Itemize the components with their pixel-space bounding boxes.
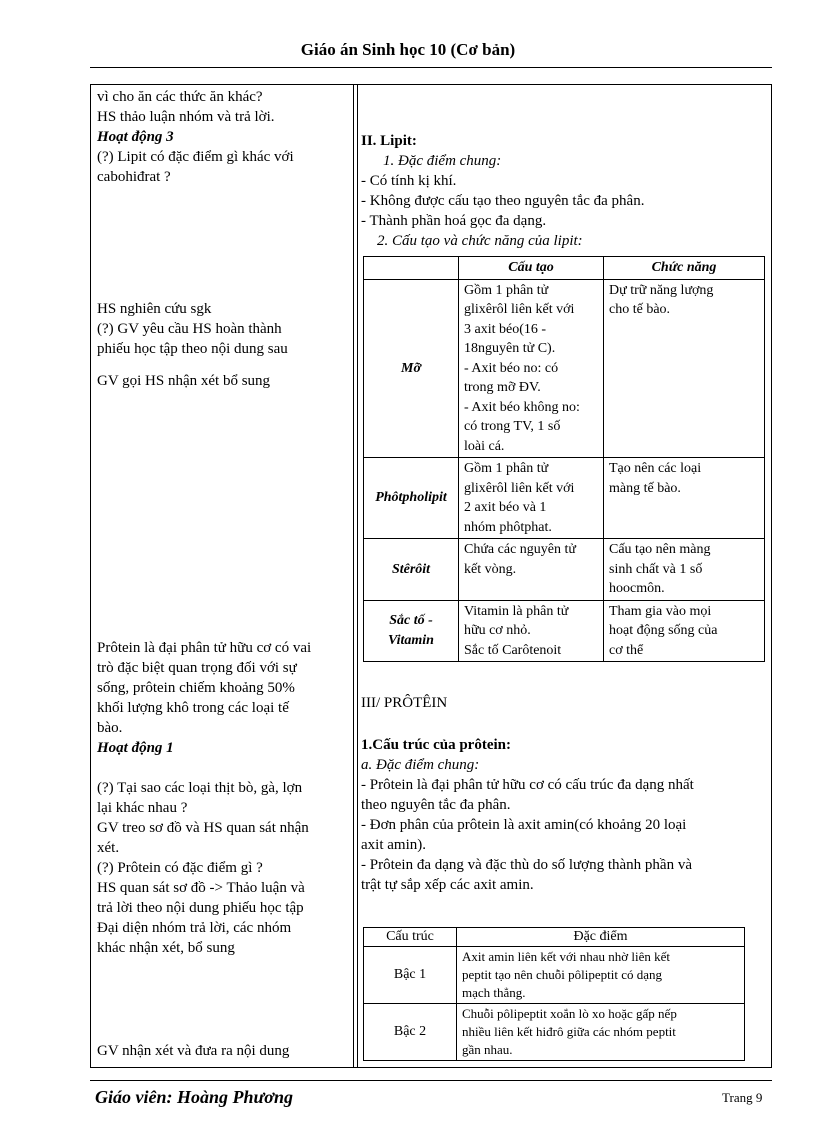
teacher-name: Giáo viên: Hoàng Phương	[95, 1087, 293, 1107]
table-row	[364, 600, 765, 662]
cell-line: Gồm 1 phân tử	[464, 461, 549, 476]
cell-line: sinh chất và 1 số	[609, 561, 703, 577]
cell-line: 18nguyên tử C).	[464, 341, 556, 356]
cell-line: glixêrôl liên kết với	[464, 302, 575, 317]
cell-line: - Axit béo no: có	[464, 360, 559, 376]
cell-line: hoocmôn.	[609, 581, 665, 596]
structure-cell	[459, 458, 604, 539]
left-line: cabohiđrat ?	[97, 169, 171, 185]
right-line: theo nguyên tắc đa phân.	[361, 797, 511, 813]
cell-line: 3 axit béo(16 -	[464, 321, 547, 337]
row-name: Mỡ	[364, 279, 459, 458]
cell-line: hữu cơ nhỏ.	[464, 623, 531, 638]
function-cell	[604, 600, 765, 662]
left-line: (?) GV yêu cầu HS hoàn thành	[97, 321, 282, 337]
right-line: trật tự sắp xếp các axit amin.	[361, 877, 534, 893]
cell-line: cho tế bào.	[609, 302, 671, 317]
left-line: sống, prôtein chiếm khoảng 50%	[97, 680, 295, 696]
cell-line: - Axit béo không no:	[464, 399, 580, 415]
cell-line: loài cá.	[464, 438, 505, 454]
left-line: HS thảo luận nhóm và trả lời.	[97, 109, 275, 125]
cell-line: có trong TV, 1 số	[464, 419, 561, 434]
cell-line: nhóm phôtphat.	[464, 519, 552, 535]
header-rule	[90, 67, 772, 68]
right-line: - Prôtein đa dạng và đặc thù do số lượng thành phần và	[361, 857, 692, 873]
table-header: Đặc điểm	[457, 928, 745, 947]
row-name: Phôtpholipit	[364, 458, 459, 539]
row-name-line: Vitamin	[388, 632, 434, 648]
cell-line: Dự trữ năng lượng	[609, 282, 714, 298]
right-column-lipit	[361, 131, 771, 251]
cell-line: màng tế bào.	[609, 480, 681, 496]
row-name: Bậc 1	[364, 947, 457, 1004]
right-line: - Đơn phân của prôtein là axit amin(có khoảng 20 loại	[361, 817, 687, 833]
left-line: GV nhận xét và đưa ra nội dung	[97, 1043, 290, 1059]
cell-line: Tham gia vào mọi	[609, 603, 712, 619]
cell-line: Tạo nên các loại	[609, 461, 702, 476]
left-column-bottom	[97, 1041, 347, 1061]
left-line: HS nghiên cứu sgk	[97, 301, 212, 317]
left-line: bào.	[97, 720, 123, 736]
footer-rule	[90, 1080, 772, 1081]
feature-cell	[457, 1004, 745, 1061]
cell-line: trong mỡ ĐV.	[464, 380, 541, 395]
left-line: GV treo sơ đồ và HS quan sát nhận	[97, 820, 309, 836]
subheading: a. Đặc điểm chung:	[361, 757, 480, 773]
left-column-mid	[97, 299, 347, 391]
row-name	[364, 600, 459, 662]
left-line: trò đặc biệt quan trọng đối với sự	[97, 660, 297, 676]
function-cell	[604, 458, 765, 539]
page-header: Giáo án Sinh học 10 (Cơ bản)	[300, 40, 516, 59]
subheading: 1.Cấu trúc của prôtein:	[361, 737, 511, 753]
cell-line: peptit tạo nên chuỗi pôlipeptit có dạng	[462, 967, 663, 982]
table-row	[364, 947, 745, 1004]
row-name-line: Sắc tố -	[389, 613, 433, 629]
left-line: Prôtein là đại phân tử hữu cơ có vai	[97, 640, 312, 656]
cell-line: Chứa các nguyên tử	[464, 542, 576, 557]
cell-line: Chuỗi pôlipeptit xoắn lò xo hoặc gấp nếp	[462, 1006, 677, 1021]
table-row	[364, 458, 765, 539]
table-header: Cấu trúc	[364, 928, 457, 947]
lipit-table	[363, 256, 765, 662]
right-line: - Không được cấu tạo theo nguyên tắc đa phân.	[361, 193, 645, 209]
cell-line: nhiều liên kết hiđrô giữa các nhóm peptit	[462, 1024, 676, 1039]
left-line: vì cho ăn các thức ăn khác?	[97, 89, 263, 105]
table-row	[364, 1004, 745, 1061]
left-line: xét.	[97, 840, 120, 856]
left-line: lại khác nhau ?	[97, 800, 188, 816]
lesson-table	[90, 84, 772, 1068]
left-line: (?) Tại sao các loại thịt bò, gà, lợn	[97, 780, 303, 796]
column-divider	[353, 85, 354, 1067]
table-row	[364, 539, 765, 601]
function-cell	[604, 279, 765, 458]
structure-cell	[459, 279, 604, 458]
cell-line: 2 axit béo và 1	[464, 500, 547, 515]
cell-line: Sắc tố Carôtenoit	[464, 642, 562, 658]
cell-line: mạch thẳng.	[462, 985, 526, 1000]
section-heading: II. Lipit:	[361, 133, 417, 149]
right-line: - Thành phần hoá gọc đa dạng.	[361, 213, 547, 229]
table-header-empty	[364, 257, 459, 280]
cell-line: gần nhau.	[462, 1042, 513, 1057]
row-name: Bậc 2	[364, 1004, 457, 1061]
left-line: phiếu học tập theo nội dung sau	[97, 341, 288, 357]
left-line: GV gọi HS nhận xét bổ sung	[97, 373, 271, 389]
cell-line: Axit amin liên kết với nhau nhờ liên kết	[462, 949, 670, 964]
page-number: Trang 9	[722, 1090, 763, 1105]
left-line: Đại diện nhóm trả lời, các nhóm	[97, 920, 292, 936]
right-line: - Có tính kị khí.	[361, 173, 457, 189]
protein-structure-table	[363, 927, 745, 1061]
cell-line: cơ thể	[609, 642, 644, 658]
left-line: HS quan sát sơ đồ -> Thảo luận và	[97, 880, 305, 896]
left-line: khối lượng khô trong các loại tế	[97, 700, 289, 716]
cell-line: kết vòng.	[464, 561, 517, 577]
feature-cell	[457, 947, 745, 1004]
cell-line: Cấu tạo nên màng	[609, 542, 711, 557]
left-line: (?) Prôtein có đặc điểm gì ?	[97, 860, 263, 876]
subheading: 2. Cấu tạo và chức năng của lipit:	[377, 233, 583, 249]
row-name: Stêrôit	[364, 539, 459, 601]
subheading: 1. Đặc điểm chung:	[383, 153, 502, 169]
structure-cell	[459, 600, 604, 662]
cell-line: Gồm 1 phân tử	[464, 282, 549, 298]
function-cell	[604, 539, 765, 601]
activity-heading: Hoạt động 3	[97, 129, 174, 145]
structure-cell	[459, 539, 604, 601]
cell-line: hoạt động sống của	[609, 623, 718, 638]
right-column-protein	[361, 693, 771, 895]
left-line: khác nhận xét, bổ sung	[97, 940, 235, 956]
section-heading: III/ PRÔTÊIN	[361, 695, 448, 711]
cell-line: glixêrôl liên kết với	[464, 480, 575, 496]
right-line: axit amin).	[361, 837, 426, 853]
table-header: Cấu tạo	[459, 257, 604, 280]
column-divider-inner	[357, 85, 358, 1067]
left-column-top	[97, 87, 347, 187]
table-row	[364, 279, 765, 458]
left-line: trả lời theo nội dung phiếu học tập	[97, 900, 304, 916]
right-line: - Prôtein là đại phân tử hữu cơ có cấu trúc đa dạng nhất	[361, 777, 694, 793]
activity-heading: Hoạt động 1	[97, 740, 174, 756]
left-column-protein	[97, 638, 347, 958]
cell-line: Vitamin là phân tử	[464, 603, 569, 619]
left-line: (?) Lipit có đặc điểm gì khác với	[97, 149, 294, 165]
table-header: Chức năng	[604, 257, 765, 280]
